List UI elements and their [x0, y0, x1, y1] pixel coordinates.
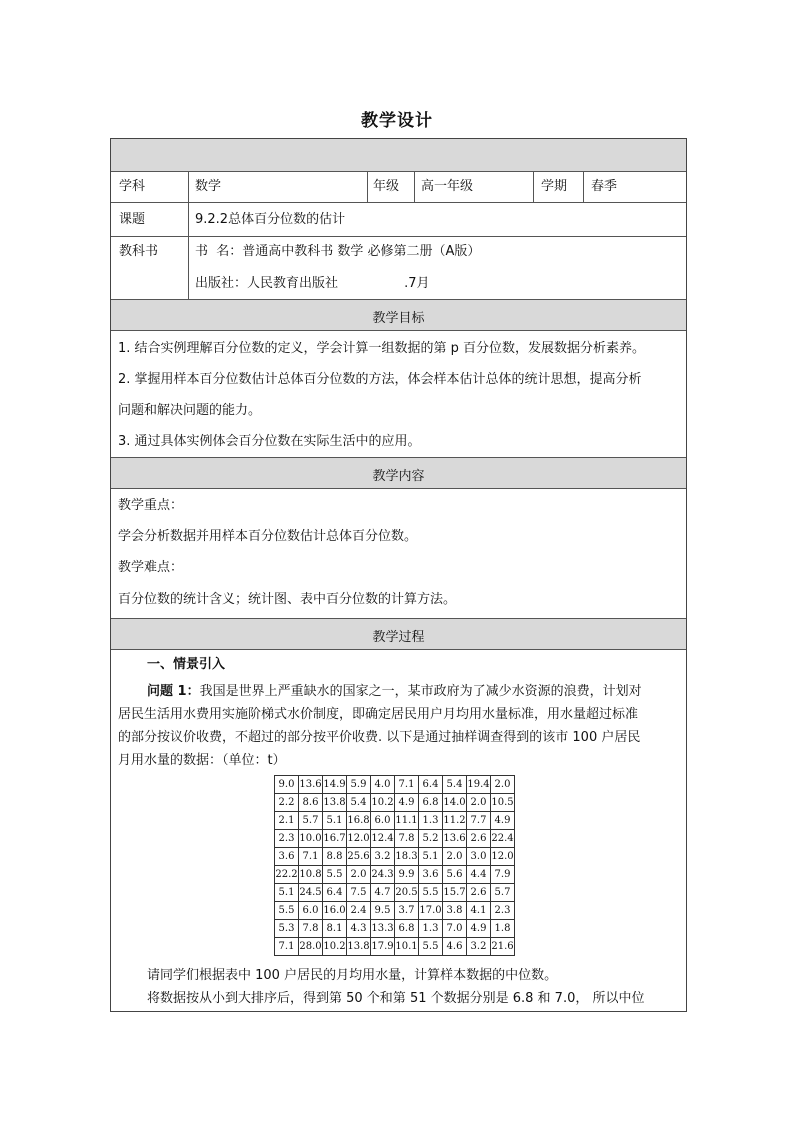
difficulties-label: 教学难点：: [118, 560, 184, 575]
table-cell: 7.8: [395, 830, 419, 848]
document-title: 教学设计: [361, 111, 433, 131]
table-cell: 12.4: [371, 830, 395, 848]
table-cell: 7.1: [275, 938, 299, 956]
table-row: [275, 938, 515, 956]
table-cell: 7.8: [299, 920, 323, 938]
table-cell: 8.8: [323, 848, 347, 866]
table-cell: 3.6: [419, 866, 443, 884]
textbook-name: 书 名：普通高中教科书 数学 必修第二册（A版）: [195, 244, 481, 259]
table-cell: 2.0: [347, 866, 371, 884]
table-cell: 5.7: [491, 884, 515, 902]
table-cell: 10.0: [299, 830, 323, 848]
table-cell: 5.1: [323, 812, 347, 830]
table-cell: 1.3: [419, 812, 443, 830]
table-row: [275, 866, 515, 884]
table-cell: 16.8: [347, 812, 371, 830]
term-label: 学期: [541, 179, 568, 194]
table-cell: 5.2: [419, 830, 443, 848]
table-cell: 8.1: [323, 920, 347, 938]
table-cell: 4.3: [347, 920, 371, 938]
table-cell: 3.2: [371, 848, 395, 866]
table-cell: 4.7: [371, 884, 395, 902]
table-cell: 22.2: [275, 866, 299, 884]
table-cell: 21.6: [491, 938, 515, 956]
table-cell: 9.0: [275, 776, 299, 794]
question-text-1: 我国是世界上严重缺水的国家之一，某市政府为了减少水资源的浪费，计划对: [199, 684, 642, 699]
table-cell: 17.9: [371, 938, 395, 956]
table-cell: 18.3: [395, 848, 419, 866]
table-cell: 5.4: [347, 794, 371, 812]
table-cell: 3.7: [395, 902, 419, 920]
objective-1: 1. 结合实例理解百分位数的定义，学会计算一组数据的第 p 百分位数，发展数据分析素养。: [118, 341, 646, 356]
table-cell: 4.9: [467, 920, 491, 938]
table-cell: 13.6: [299, 776, 323, 794]
table-cell: 2.1: [275, 812, 299, 830]
table-cell: 16.7: [323, 830, 347, 848]
table-cell: 5.1: [275, 884, 299, 902]
table-cell: 10.8: [299, 866, 323, 884]
question-line-2: 居民生活用水费用实施阶梯式水价制度，即确定居民用户月均用水量标准，用水量超过标准: [118, 707, 639, 722]
question-line-4: 月用水量的数据：（单位：t）: [118, 753, 286, 768]
key-points-label: 教学重点：: [118, 498, 184, 513]
lesson-value: 9.2.2总体百分位数的估计: [195, 212, 346, 227]
table-cell: 2.4: [347, 902, 371, 920]
subject-value: 数学: [195, 179, 222, 194]
table-cell: 19.4: [467, 776, 491, 794]
term-value: 春季: [591, 179, 618, 194]
key-points-text: 学会分析数据并用样本百分位数估计总体百分位数。: [118, 529, 418, 544]
table-cell: 13.6: [443, 830, 467, 848]
objective-3: 3. 通过具体实例体会百分位数在实际生活中的应用。: [118, 434, 421, 449]
table-row: [275, 920, 515, 938]
table-cell: 10.2: [323, 938, 347, 956]
table-row: [275, 812, 515, 830]
table-cell: 5.5: [275, 902, 299, 920]
table-cell: 3.0: [467, 848, 491, 866]
table-cell: 10.2: [371, 794, 395, 812]
table-cell: 14.9: [323, 776, 347, 794]
difficulties-text: 百分位数的统计含义；统计图、表中百分位数的计算方法。: [118, 592, 457, 607]
table-cell: 7.5: [347, 884, 371, 902]
table-cell: 2.3: [491, 902, 515, 920]
table-cell: 20.5: [395, 884, 419, 902]
table-cell: 9.9: [395, 866, 419, 884]
table-cell: 17.0: [419, 902, 443, 920]
table-cell: 6.8: [395, 920, 419, 938]
intro-heading: 一、情景引入: [147, 657, 226, 672]
lesson-label: 课题: [119, 212, 146, 227]
objectives-title: 教学目标: [372, 311, 425, 326]
table-cell: 3.8: [443, 902, 467, 920]
table-cell: 7.0: [443, 920, 467, 938]
table-cell: 4.6: [443, 938, 467, 956]
table-cell: 10.1: [395, 938, 419, 956]
grade-label: 年级: [373, 179, 400, 194]
process-title: 教学过程: [372, 630, 425, 645]
table-cell: 4.4: [467, 866, 491, 884]
table-cell: 6.0: [371, 812, 395, 830]
table-cell: 5.1: [419, 848, 443, 866]
question-line-1: [147, 684, 642, 700]
table-cell: 5.6: [443, 866, 467, 884]
table-cell: 2.0: [491, 776, 515, 794]
table-cell: 6.8: [419, 794, 443, 812]
table-cell: 6.4: [419, 776, 443, 794]
table-cell: 2.0: [467, 794, 491, 812]
table-cell: 4.9: [395, 794, 419, 812]
table-row: [275, 884, 515, 902]
table-row: [275, 830, 515, 848]
table-row: [275, 848, 515, 866]
table-cell: 6.4: [323, 884, 347, 902]
table-cell: 4.1: [467, 902, 491, 920]
table-cell: 12.0: [347, 830, 371, 848]
subject-label: 学科: [119, 179, 146, 194]
table-cell: 2.3: [275, 830, 299, 848]
table-cell: 5.5: [419, 938, 443, 956]
water-usage-table: [274, 775, 515, 956]
table-cell: 7.1: [299, 848, 323, 866]
table-cell: 2.6: [467, 830, 491, 848]
table-cell: 11.1: [395, 812, 419, 830]
table-cell: 24.5: [299, 884, 323, 902]
table-row: [275, 776, 515, 794]
table-cell: 9.5: [371, 902, 395, 920]
table-cell: 4.9: [491, 812, 515, 830]
table-cell: 10.5: [491, 794, 515, 812]
table-cell: 1.3: [419, 920, 443, 938]
question-label: 问题 1：: [147, 684, 200, 699]
grade-value: 高一年级: [421, 179, 474, 194]
table-cell: 2.0: [443, 848, 467, 866]
table-row: [275, 794, 515, 812]
objective-2-cont: 问题和解决问题的能力。: [118, 403, 262, 418]
after-line-2: 将数据按从小到大排序后，得到第 50 个和第 51 个数据分别是 6.8 和 7.0， 所以中位: [147, 991, 645, 1006]
table-cell: 5.7: [299, 812, 323, 830]
textbook-publisher: 出版社：人民教育出版社 .7月: [195, 276, 430, 291]
content-title: 教学内容: [372, 469, 425, 484]
lesson-plan-table: [110, 138, 687, 1012]
table-cell: 2.2: [275, 794, 299, 812]
table-cell: 28.0: [299, 938, 323, 956]
table-cell: 5.4: [443, 776, 467, 794]
table-cell: 13.3: [371, 920, 395, 938]
objective-2: 2. 掌握用样本百分位数估计总体百分位数的方法，体会样本估计总体的统计思想，提高分析: [118, 372, 642, 387]
table-cell: 2.6: [467, 884, 491, 902]
header-band: [111, 139, 686, 171]
table-cell: 5.9: [347, 776, 371, 794]
textbook-label: 教科书: [119, 244, 159, 259]
table-row: [275, 902, 515, 920]
table-cell: 7.9: [491, 866, 515, 884]
table-cell: 5.5: [323, 866, 347, 884]
table-cell: 16.0: [323, 902, 347, 920]
after-line-1: 请同学们根据表中 100 户居民的月均用水量，计算样本数据的中位数。: [147, 968, 558, 983]
table-cell: 3.6: [275, 848, 299, 866]
table-cell: 4.0: [371, 776, 395, 794]
table-cell: 8.6: [299, 794, 323, 812]
table-cell: 6.0: [299, 902, 323, 920]
question-line-3: 的部分按议价收费，不超过的部分按平价收费. 以下是通过抽样调查得到的该市 100 户居民: [118, 730, 641, 745]
table-cell: 3.2: [467, 938, 491, 956]
table-cell: 11.2: [443, 812, 467, 830]
table-cell: 12.0: [491, 848, 515, 866]
table-cell: 25.6: [347, 848, 371, 866]
table-cell: 1.8: [491, 920, 515, 938]
table-cell: 5.5: [419, 884, 443, 902]
table-cell: 7.1: [395, 776, 419, 794]
table-cell: 15.7: [443, 884, 467, 902]
table-cell: 5.3: [275, 920, 299, 938]
table-cell: 14.0: [443, 794, 467, 812]
table-cell: 13.8: [323, 794, 347, 812]
table-cell: 22.4: [491, 830, 515, 848]
table-cell: 13.8: [347, 938, 371, 956]
table-cell: 7.7: [467, 812, 491, 830]
table-cell: 24.3: [371, 866, 395, 884]
